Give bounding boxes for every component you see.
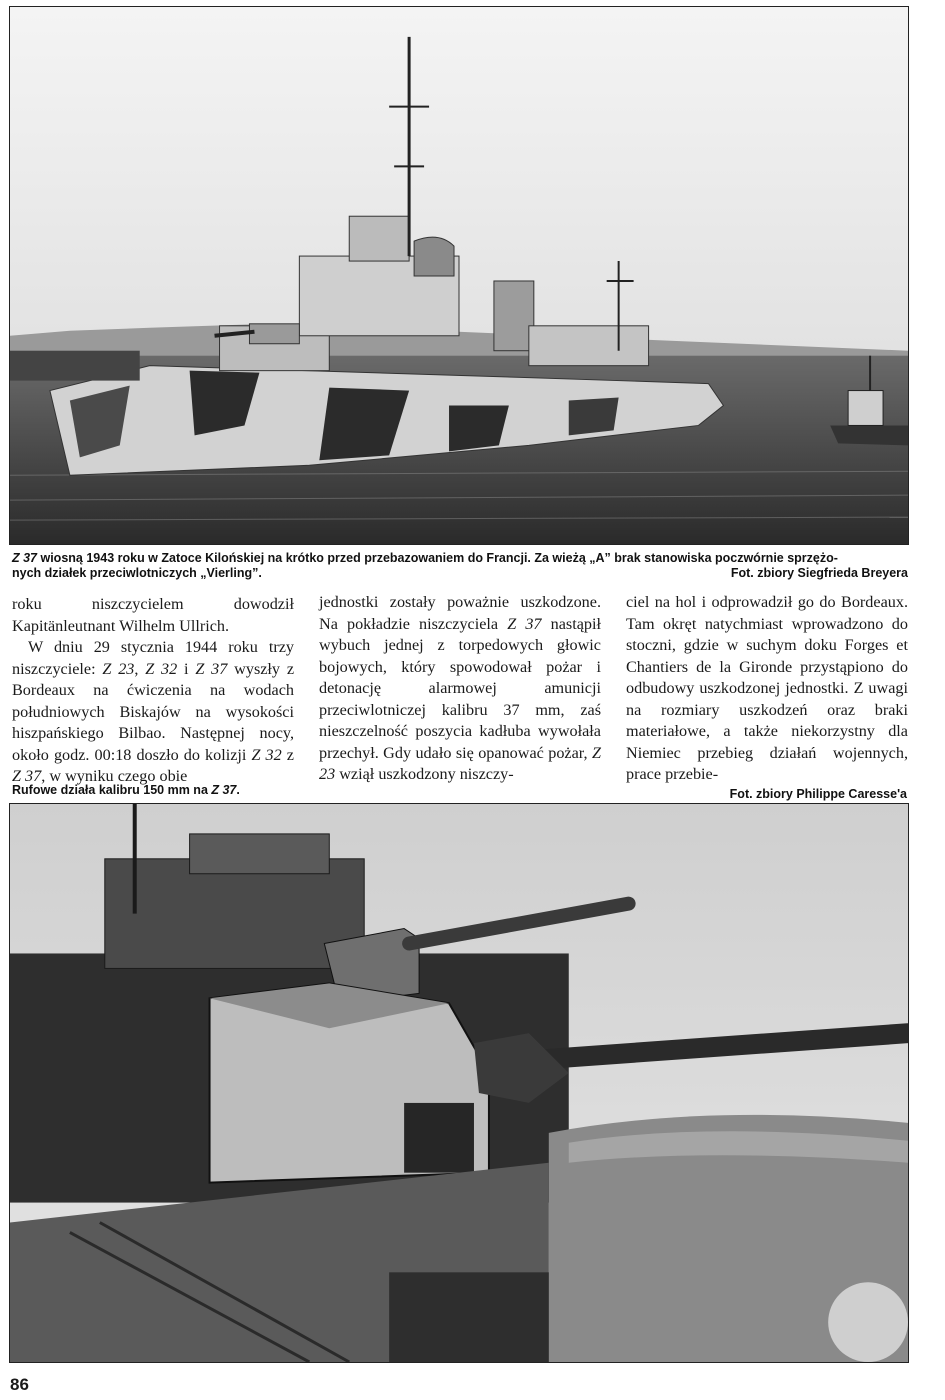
caption-line-1 — [12, 551, 908, 566]
caption-ship-name: Z 37 — [12, 551, 38, 565]
caption-line-2 — [12, 566, 908, 581]
caption-ship-name: Z 37 — [211, 783, 237, 797]
photo-credit-top: Fot. zbiory Siegfrieda Breyera — [730, 566, 908, 580]
caption-text-end: nych działek przeciwlotniczych „Vierling”. — [12, 566, 262, 580]
text-column-3 — [626, 592, 908, 786]
page-number: 86 — [10, 1375, 29, 1394]
paragraph: jednostki zostały poważnie uszkodzone. Na pokładzie niszczyciela Z 37 nastąpił wybuch jednej z torpedowych głowic bojowych, który spowodował pożar i detonację alarmowej amunicji przeciwlotniczej kalibru 37 mm, zaś nieszczelność poszycia kadłuba wywołała przechył. Gdy udało się opanować pożar, Z 23 wziął uszkodzony niszczy- — [319, 593, 601, 783]
destroyer-photo — [9, 6, 909, 545]
stern-guns-photo — [9, 803, 909, 1363]
text-column-1 — [12, 594, 294, 788]
text-column-2 — [319, 592, 601, 786]
photo-credit-bottom: Fot. zbiory Philippe Caresse'a — [729, 787, 907, 801]
caption-text: wiosną 1943 roku w Zatoce Kilońskiej na krótko przed przebazowaniem do Francji. Za wieżą „A” brak stanowiska poczwórnie sprzężo- — [37, 551, 838, 565]
stern-guns-photo-drawing — [10, 804, 908, 1362]
paragraph: roku niszczycielem dowodził Kapitänleutnant Wilhelm Ullrich. — [12, 595, 294, 635]
destroyer-photo-drawing — [10, 7, 908, 544]
paragraph: W dniu 29 stycznia 1944 roku trzy niszczyciele: Z 23, Z 32 i Z 37 wyszły z Bordeaux na ćwiczenia na wodach południowych Biskajów na wysokości hiszpańskiego Bilbao. Następnej nocy, około godz. 00:18 doszło do kolizji Z 32 z Z 37, w wyniku czego obie — [12, 638, 295, 785]
photo-caption-bottom: Rufowe działa kalibru 150 mm na Z 37. — [12, 783, 240, 797]
paragraph: ciel na hol i odprowadził go do Bordeaux. Tam okręt natychmiast wprowadzono do stoczni, gdzie w suchym doku Forges et Chantiers de la Gironde przystąpiono do odbudowy uszkodzonej jednostki. Z uwagi na rozmiary uszkodzeń oraz braki materiałowe, a także niekorzystny dla Niemiec przebieg działań wojennych, prace przebie- — [626, 593, 908, 783]
photo-caption-top — [12, 551, 908, 581]
